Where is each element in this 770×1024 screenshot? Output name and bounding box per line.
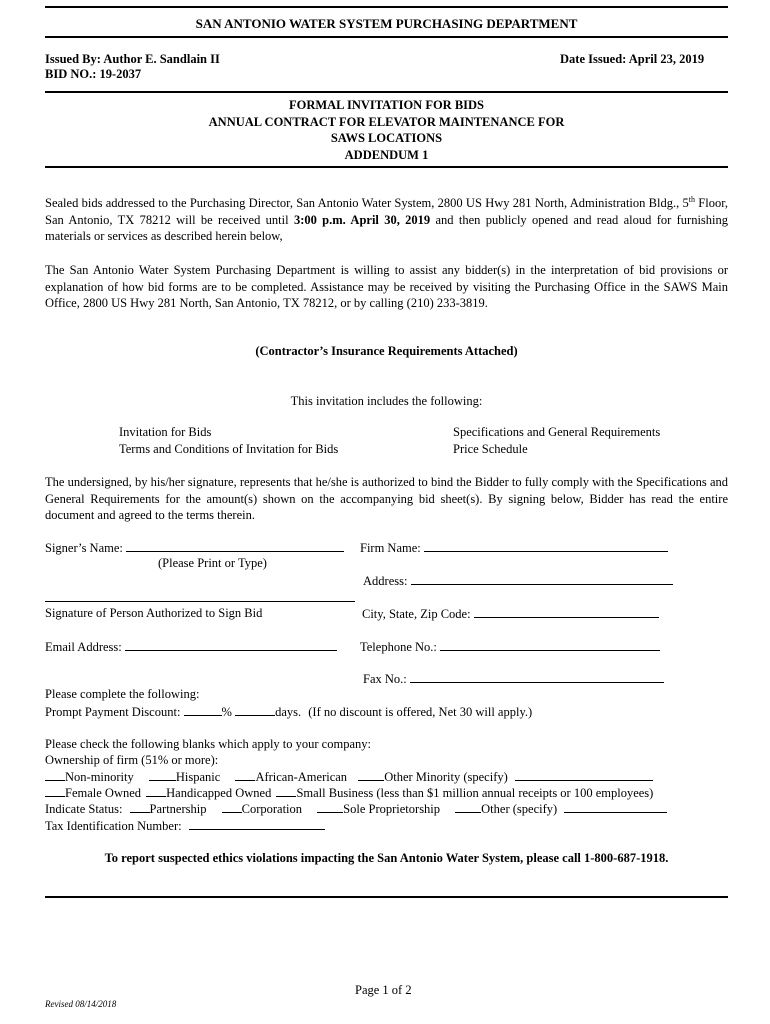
ownership-row-1: [45, 769, 653, 785]
signature-line[interactable]: [45, 601, 355, 602]
other-minority-checkbox[interactable]: [358, 769, 384, 781]
intro-p1-sup: th: [688, 194, 695, 204]
city-state-zip-input[interactable]: [474, 606, 659, 618]
net30-note: (If no discount is offered, Net 30 will apply.): [308, 705, 533, 719]
signer-name-label: Signer’s Name:: [45, 541, 123, 555]
address-field: [363, 573, 673, 589]
handicapped-owned-checkbox[interactable]: [146, 785, 166, 797]
bid-number: BID NO.: 19-2037: [45, 67, 142, 81]
small-business-label: Small Business (less than $1 million annual receipts or 100 employees): [296, 786, 654, 800]
date-issued: Date Issued: April 23, 2019: [560, 52, 705, 66]
prompt-payment-label: Prompt Payment Discount:: [45, 705, 181, 719]
intro-p1-part2: Floor, San Antonio, TX 78212 will be received until: [45, 196, 728, 227]
other-minority-input[interactable]: [515, 769, 653, 781]
company-heading: Please check the following blanks which apply to your company:: [45, 737, 371, 751]
signer-name-input[interactable]: [126, 540, 344, 552]
fax-label: Fax No.:: [363, 672, 407, 686]
print-type-note: (Please Print or Type): [158, 556, 267, 570]
title-bottom-rule: [45, 166, 728, 168]
address-input[interactable]: [411, 573, 673, 585]
female-owned-label: Female Owned: [65, 786, 142, 800]
fax-field: [363, 671, 664, 687]
sole-prop-label: Sole Proprietorship: [343, 802, 441, 816]
female-owned-checkbox[interactable]: [45, 785, 65, 797]
revised-date: Revised 08/14/2018: [45, 999, 117, 1009]
other-minority-label: Other Minority (specify): [384, 770, 508, 784]
telephone-field: [360, 639, 660, 655]
title-line-2: ANNUAL CONTRACT FOR ELEVATOR MAINTENANCE FOR: [208, 115, 565, 129]
header-rule: [45, 36, 728, 38]
hispanic-label: Hispanic: [175, 770, 221, 784]
sole-prop-checkbox[interactable]: [317, 801, 343, 813]
telephone-label: Telephone No.:: [360, 640, 437, 654]
email-input[interactable]: [125, 639, 337, 651]
fax-input[interactable]: [410, 671, 664, 683]
signer-name-field: [45, 540, 344, 556]
intro-paragraph-2: The San Antonio Water System Purchasing Department is willing to assist any bidder(s) in the interpretation of bid provisions or explanation of how bid forms are to be completed. Assistance may be received by visiting the Purchasing Office in the SAWS Main Office, 2800 US Hwy 281 North, San Antonio, TX 78212, or by calling (210) 233-3819.: [45, 263, 728, 310]
issued-by: Issued By: Author E. Sandlain II: [45, 52, 220, 66]
include-invitation-for-bids: Invitation for Bids: [119, 425, 212, 439]
status-row: [45, 801, 667, 817]
prompt-payment-field: [45, 704, 532, 720]
discount-days-input[interactable]: [235, 704, 275, 716]
title-line-3: SAWS LOCATIONS: [330, 131, 443, 145]
signature-label: Signature of Person Authorized to Sign Bid: [45, 606, 263, 620]
top-rule: [45, 6, 728, 8]
firm-name-label: Firm Name:: [360, 541, 421, 555]
bottom-rule: [45, 896, 728, 898]
partnership-label: Partnership: [149, 802, 207, 816]
intro-p1-part3: and then publicly opened and read aloud for furnishing materials or services as described herein below,: [45, 212, 729, 243]
city-state-zip-label: City, State, Zip Code:: [362, 607, 471, 621]
non-minority-label: Non-minority: [65, 770, 134, 784]
insurance-note: (Contractor’s Insurance Requirements Attached): [255, 344, 518, 358]
payment-heading: Please complete the following:: [45, 687, 200, 701]
intro-p1-part1: Sealed bids addressed to the Purchasing Director, San Antonio Water System, 2800 US Hwy 281 North, Administration Bldg., 5: [45, 196, 689, 210]
discount-percent-input[interactable]: [184, 704, 222, 716]
handicapped-owned-label: Handicapped Owned: [166, 786, 272, 800]
tax-id-field: [45, 818, 325, 834]
email-field: [45, 639, 337, 655]
hispanic-checkbox[interactable]: [149, 769, 176, 781]
partnership-checkbox[interactable]: [130, 801, 150, 813]
include-terms-conditions: Terms and Conditions of Invitation for Bids: [119, 442, 339, 456]
days-label: days.: [275, 705, 302, 719]
ownership-row-2: [45, 785, 653, 801]
email-label: Email Address:: [45, 640, 122, 654]
small-business-checkbox[interactable]: [276, 785, 296, 797]
include-specifications: Specifications and General Requirements: [453, 425, 661, 439]
indicate-status-label: Indicate Status:: [45, 802, 123, 816]
african-american-checkbox[interactable]: [235, 769, 255, 781]
other-status-label: Other (specify): [481, 802, 558, 816]
intro-paragraph-1: [45, 195, 728, 245]
firm-name-input[interactable]: [424, 540, 668, 552]
ethics-notice: To report suspected ethics violations impacting the San Antonio Water System, please call 1-800-687-1918.: [104, 851, 669, 865]
includes-heading: This invitation includes the following:: [290, 394, 483, 408]
corporation-checkbox[interactable]: [222, 801, 242, 813]
signature-statement: The undersigned, by his/her signature, represents that he/she is authorized to bind the Bidder to fully comply with the Specifications and General Requirements for the amount(s) shown on the accompanying bid sheet(s). By signing below, Bidder has read the entire document and agreed to the terms therein.: [45, 475, 728, 522]
corporation-label: Corporation: [241, 802, 303, 816]
tax-id-input[interactable]: [189, 818, 325, 830]
address-label: Address:: [363, 574, 408, 588]
firm-name-field: [360, 540, 668, 556]
percent-sign: %: [221, 705, 232, 719]
ownership-heading: Ownership of firm (51% or more):: [45, 753, 219, 767]
other-status-input[interactable]: [564, 801, 667, 813]
non-minority-checkbox[interactable]: [45, 769, 65, 781]
tax-id-label: Tax Identification Number:: [45, 819, 182, 833]
city-state-zip-field: [362, 606, 659, 622]
include-price-schedule: Price Schedule: [453, 442, 528, 456]
title-top-rule: [45, 91, 728, 93]
title-line-1: FORMAL INVITATION FOR BIDS: [288, 98, 485, 112]
department-title: SAN ANTONIO WATER SYSTEM PURCHASING DEPARTMENT: [195, 16, 578, 31]
page-number: Page 1 of 2: [355, 983, 412, 997]
other-status-checkbox[interactable]: [455, 801, 481, 813]
telephone-input[interactable]: [440, 639, 660, 651]
title-line-4: ADDENDUM 1: [344, 148, 429, 162]
bid-deadline: 3:00 p.m. April 30, 2019: [293, 212, 431, 227]
african-american-label: African-American: [255, 770, 348, 784]
